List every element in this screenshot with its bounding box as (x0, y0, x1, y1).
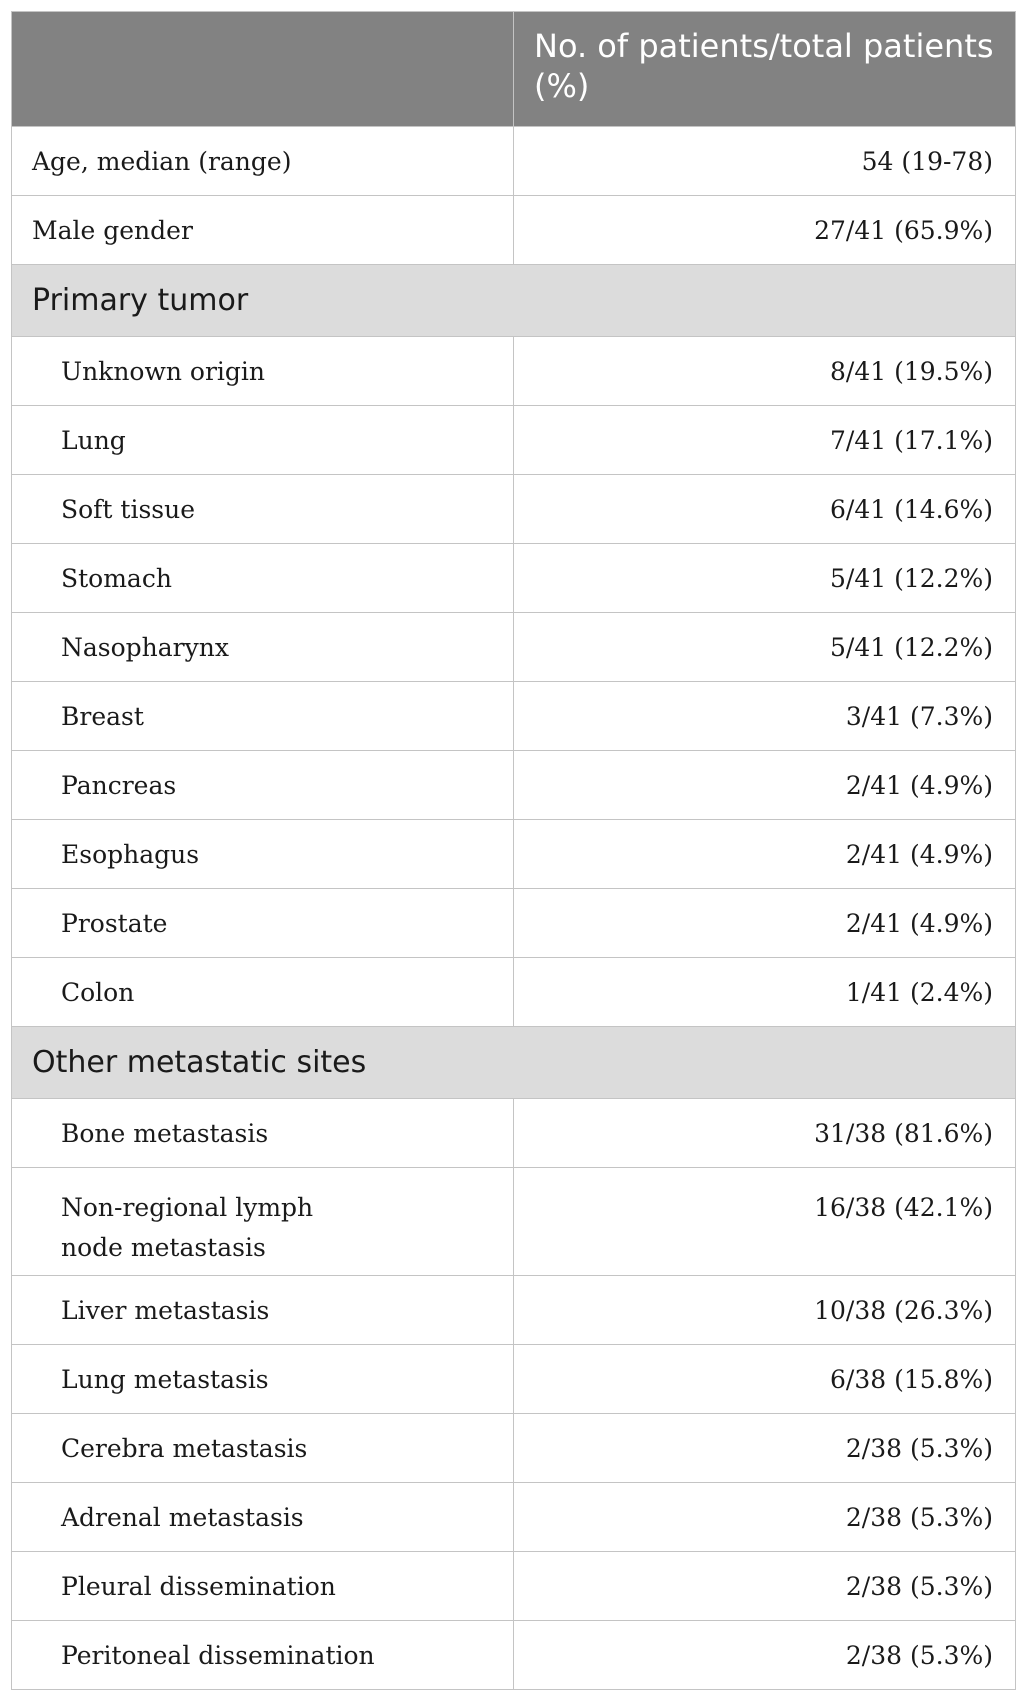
row-label: Peritoneal dissemination (12, 1621, 514, 1690)
table-row (12, 1414, 1016, 1483)
table-row (12, 1621, 1016, 1690)
row-label: Stomach (12, 544, 514, 613)
row-label: Nasopharynx (12, 613, 514, 682)
row-value: 1/41 (2.4%) (514, 958, 1016, 1027)
row-label: Bone metastasis (12, 1099, 514, 1168)
row-value: 2/41 (4.9%) (514, 820, 1016, 889)
row-value: 2/38 (5.3%) (514, 1552, 1016, 1621)
table-row (12, 1168, 1016, 1276)
table-header-row (12, 12, 1016, 127)
row-value: 27/41 (65.9%) (514, 196, 1016, 265)
row-value: 6/38 (15.8%) (514, 1345, 1016, 1414)
table-row (12, 613, 1016, 682)
row-value: 31/38 (81.6%) (514, 1099, 1016, 1168)
table-row (12, 544, 1016, 613)
row-label: Soft tissue (12, 475, 514, 544)
row-label: Colon (12, 958, 514, 1027)
table-row-gender (12, 196, 1016, 265)
section-title: Other metastatic sites (12, 1027, 1016, 1099)
table-row (12, 889, 1016, 958)
row-label: Pleural dissemination (12, 1552, 514, 1621)
row-value: 3/41 (7.3%) (514, 682, 1016, 751)
table-row (12, 1483, 1016, 1552)
row-value: 7/41 (17.1%) (514, 406, 1016, 475)
row-label: Pancreas (12, 751, 514, 820)
row-label: Adrenal metastasis (12, 1483, 514, 1552)
table-row (12, 1552, 1016, 1621)
header-patients-label: No. of patients/total patients (%) (534, 27, 994, 105)
section-title: Primary tumor (12, 265, 1016, 337)
row-label: Unknown origin (12, 337, 514, 406)
header-cell-patients (514, 12, 1016, 127)
row-value: 6/41 (14.6%) (514, 475, 1016, 544)
row-label: Non-regional lymph node metastasis (12, 1168, 514, 1276)
table-row (12, 682, 1016, 751)
row-label: Esophagus (12, 820, 514, 889)
row-label: Male gender (12, 196, 514, 265)
row-label: Lung metastasis (12, 1345, 514, 1414)
row-value: 16/38 (42.1%) (514, 1168, 1016, 1276)
patient-characteristics-table (11, 11, 1016, 1690)
row-value: 8/41 (19.5%) (514, 337, 1016, 406)
row-value: 54 (19-78) (514, 127, 1016, 196)
row-value: 2/38 (5.3%) (514, 1483, 1016, 1552)
table-row (12, 337, 1016, 406)
row-label: Liver metastasis (12, 1276, 514, 1345)
row-label: Prostate (12, 889, 514, 958)
row-value: 2/38 (5.3%) (514, 1414, 1016, 1483)
row-label: Breast (12, 682, 514, 751)
table-row (12, 1276, 1016, 1345)
row-value: 2/41 (4.9%) (514, 889, 1016, 958)
table-row (12, 475, 1016, 544)
table-row (12, 406, 1016, 475)
table-row (12, 751, 1016, 820)
row-value: 2/38 (5.3%) (514, 1621, 1016, 1690)
section-header-primary-tumor (12, 265, 1016, 337)
header-cell-label (12, 12, 514, 127)
table-row (12, 820, 1016, 889)
table-row (12, 1099, 1016, 1168)
table-row (12, 1345, 1016, 1414)
table-row (12, 958, 1016, 1027)
section-header-metastatic-sites (12, 1027, 1016, 1099)
table-row-age (12, 127, 1016, 196)
row-value: 2/41 (4.9%) (514, 751, 1016, 820)
row-value: 5/41 (12.2%) (514, 613, 1016, 682)
row-value: 5/41 (12.2%) (514, 544, 1016, 613)
row-label: Age, median (range) (12, 127, 514, 196)
row-label: Lung (12, 406, 514, 475)
row-label: Cerebra metastasis (12, 1414, 514, 1483)
row-value: 10/38 (26.3%) (514, 1276, 1016, 1345)
